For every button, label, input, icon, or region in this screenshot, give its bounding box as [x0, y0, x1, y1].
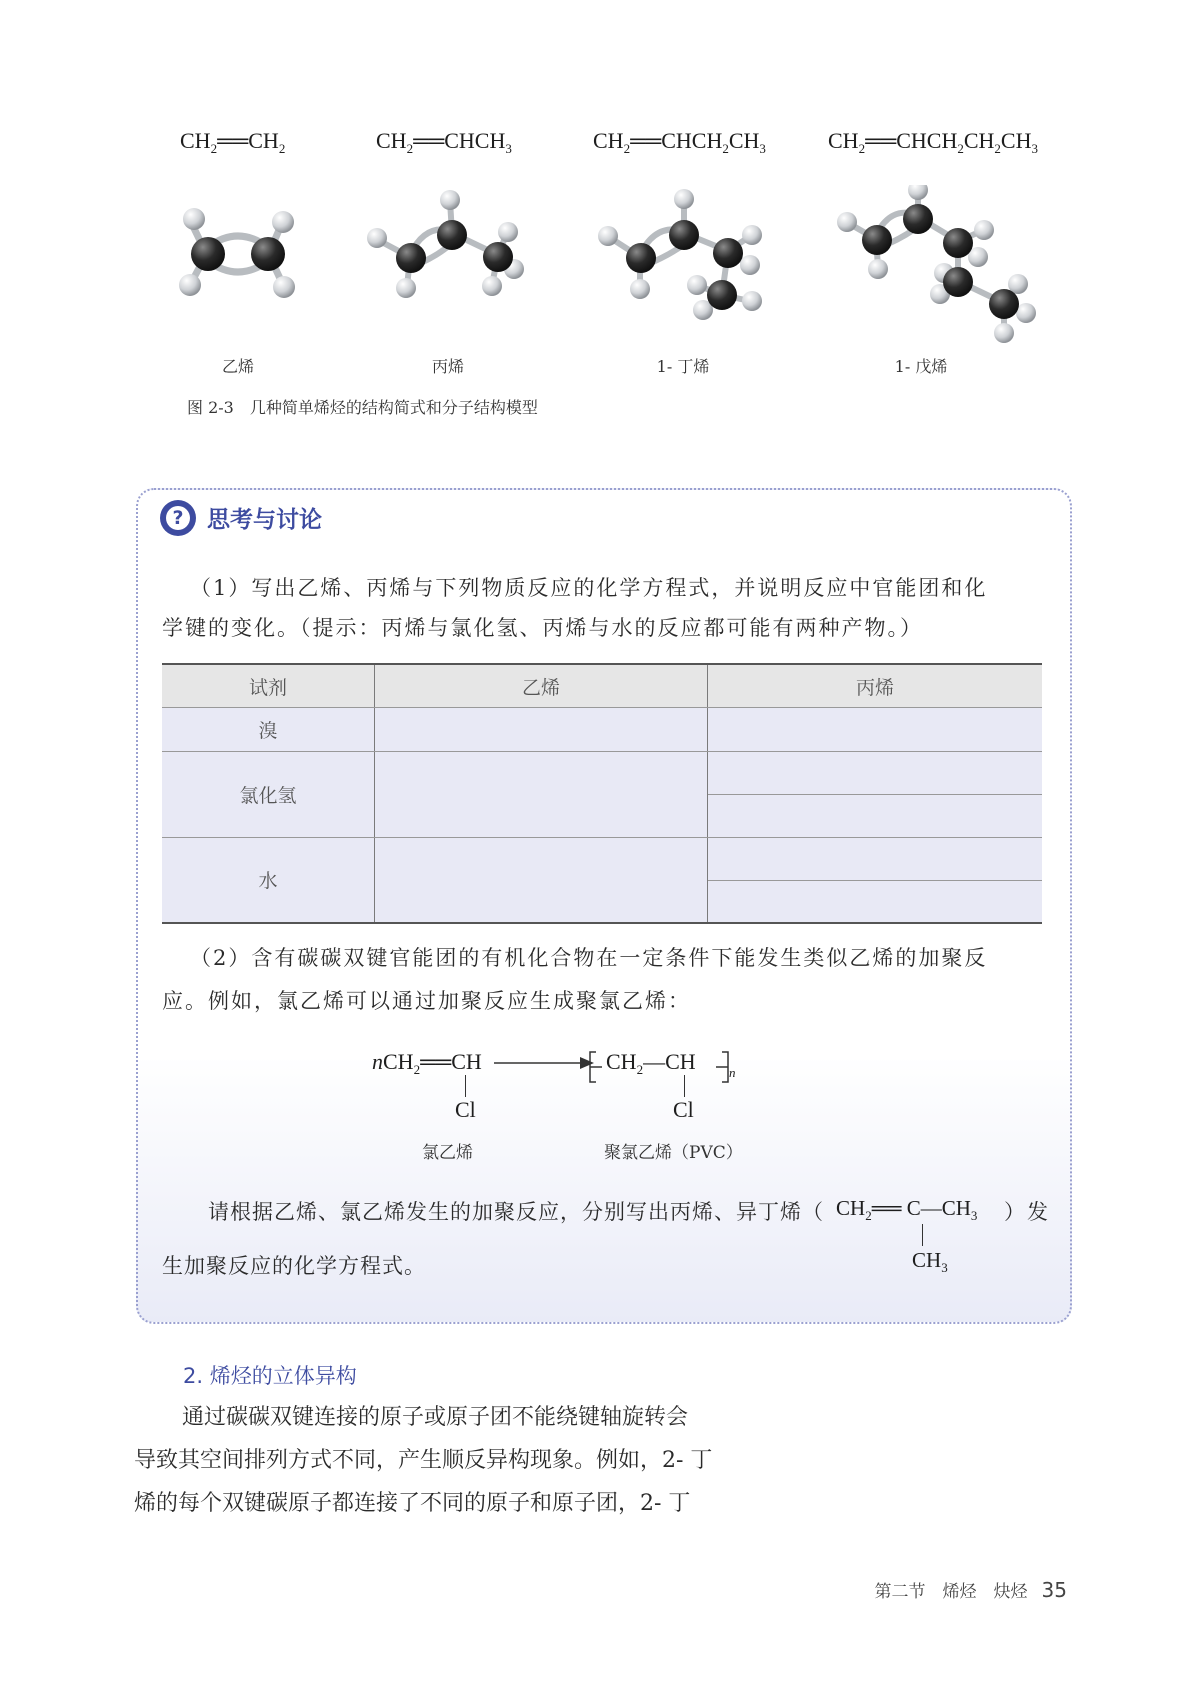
table-cell[interactable]	[375, 752, 708, 838]
reactant-bond-line	[465, 1075, 466, 1097]
product-bond-line	[684, 1075, 685, 1097]
molecule-name-ethylene: 乙烯	[221, 357, 254, 376]
table-cell[interactable]	[708, 708, 1043, 752]
1-butene-model	[598, 189, 762, 320]
reactant-vinyl-chloride: nCH$_2$══CH	[372, 1049, 482, 1077]
formula-1-butene: $CH_2══CHCH_2CH_3$	[593, 128, 766, 156]
question-3-line-2: 生加聚反应的化学方程式。	[162, 1254, 426, 1278]
question-1-line-1: （1）写出乙烯、丙烯与下列物质反应的化学方程式，并说明反应中官能团和化	[190, 576, 988, 600]
table-header-reagent: 试剂	[162, 664, 375, 708]
formula-1-pentene: $CH_2══CHCH_2CH_2CH_3$	[828, 128, 1038, 156]
molecule-name-propylene: 丙烯	[431, 357, 464, 376]
reaction-arrow	[494, 1053, 594, 1073]
table-header-propylene: 丙烯	[708, 664, 1043, 708]
figure-caption: 图 2-3 几种简单烯烃的结构简式和分子结构模型	[187, 398, 538, 417]
reactant-chlorine: Cl	[455, 1097, 476, 1122]
question-mark-icon: ?	[160, 500, 196, 536]
product-subscript-n: n	[729, 1065, 736, 1080]
table-cell[interactable]	[708, 838, 1043, 881]
molecule-name-1-butene: 1- 丁烯	[656, 357, 710, 376]
formula-propylene: $CH_2══CHCH_3$	[376, 128, 512, 156]
product-name: 聚氯乙烯（PVC）	[604, 1143, 743, 1163]
isobutylene-formula: $CH_2══$ $C—CH_3$	[836, 1196, 978, 1223]
body-line-2: 导致其空间排列方式不同，产生顺反异构现象。例如，2- 丁	[134, 1448, 713, 1473]
page-number: 35	[1041, 1578, 1067, 1602]
isobutylene-bond-line	[922, 1224, 923, 1246]
propylene-model	[367, 190, 524, 298]
product-chlorine: Cl	[673, 1097, 694, 1122]
question-2-line-2: 应。例如，氯乙烯可以通过加聚反应生成聚氯乙烯：	[162, 989, 691, 1013]
body-line-1: 通过碳碳双键连接的原子或原子团不能绕键轴旋转会	[182, 1405, 689, 1430]
section-title: 2. 烯烃的立体异构	[183, 1364, 357, 1388]
question-3-tail: ）发	[1004, 1200, 1050, 1224]
table-row-label-water: 水	[162, 838, 375, 923]
page-footer	[875, 1577, 1067, 1602]
reaction-table	[162, 663, 1042, 924]
product-pvc-unit: $CH_2—CH$	[606, 1049, 696, 1077]
table-cell[interactable]	[375, 708, 708, 752]
table-header-ethylene: 乙烯	[375, 664, 708, 708]
body-line-3: 烯的每个双键碳原子都连接了不同的原子和原子团，2- 丁	[134, 1491, 691, 1516]
table-cell[interactable]	[708, 752, 1043, 795]
question-1-line-2: 学键的变化。（提示：丙烯与氯化氢、丙烯与水的反应都可能有两种产物。）	[162, 616, 923, 640]
question-2-line-1: （2）含有碳碳双键官能团的有机化合物在一定条件下能发生类似乙烯的加聚反	[190, 946, 988, 970]
footer-section-label: 第二节 烯烃 炔烃	[874, 1582, 1028, 1602]
table-cell[interactable]	[708, 881, 1043, 923]
table-row-label-bromine: 溴	[162, 708, 375, 752]
table-row-label-hcl: 氯化氢	[162, 752, 375, 838]
table-cell[interactable]	[708, 795, 1043, 838]
molecule-models	[0, 185, 1191, 365]
isobutylene-branch: $CH_3$	[912, 1248, 948, 1275]
formula-ethylene: $CH_2══CH_2$	[180, 128, 286, 156]
1-pentene-model	[837, 185, 1036, 343]
ethylene-model	[179, 208, 295, 298]
question-3-line-1: 请根据乙烯、氯乙烯发生的加聚反应，分别写出丙烯、异丁烯（	[208, 1200, 824, 1224]
discussion-title: 思考与讨论	[207, 507, 322, 533]
table-cell[interactable]	[375, 838, 708, 923]
molecule-name-1-pentene: 1- 戊烯	[894, 357, 948, 376]
reactant-name: 氯乙烯	[422, 1143, 473, 1163]
